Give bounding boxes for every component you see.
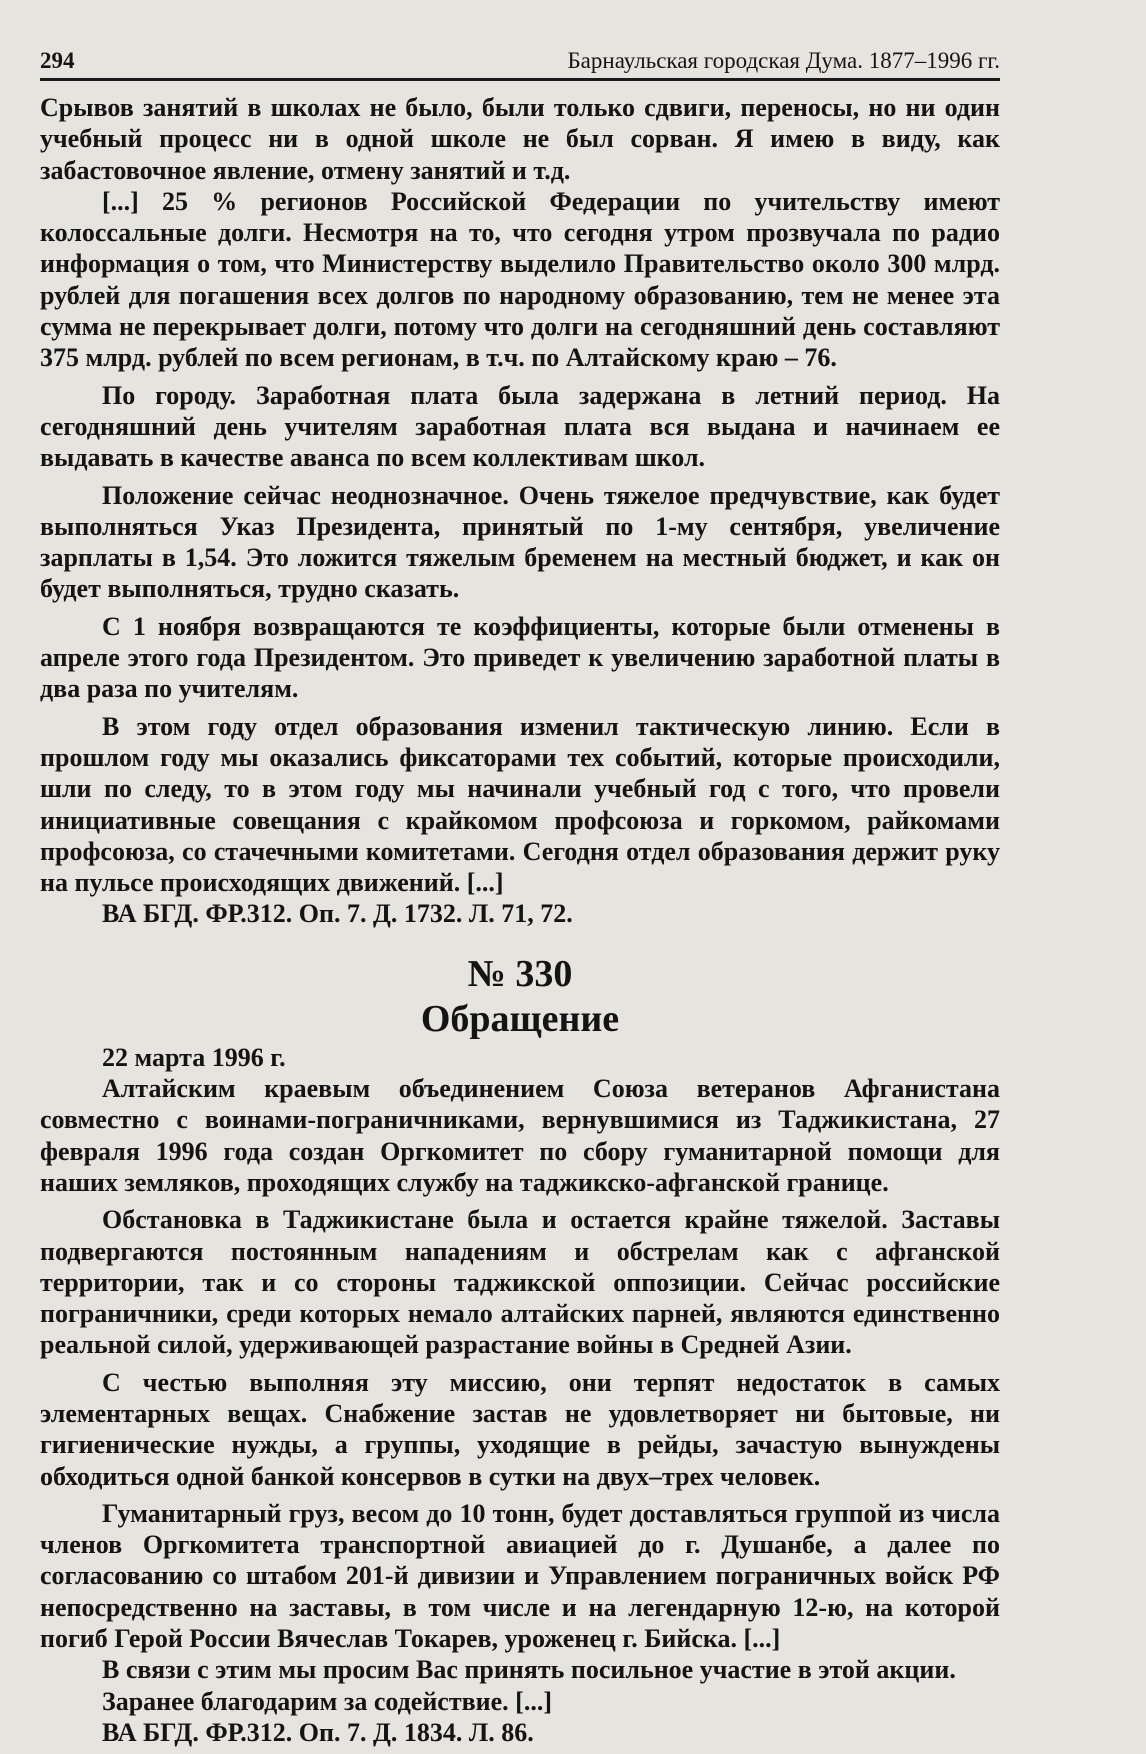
header-rule <box>40 78 1000 81</box>
document-date: 22 марта 1996 г. <box>102 1042 286 1072</box>
running-title: Барнаульская городская Дума. 1877–1996 гг. <box>567 48 1000 73</box>
archive-reference: ВА БГД. ФР.312. Оп. 7. Д. 1834. Л. 86. <box>102 1717 534 1747</box>
paragraph: Заранее благодарим за содействие. [...] <box>102 1686 552 1716</box>
paragraph: С честью выполняя эту миссию, они терпят недостаток в самых элементарных вещах. Снабжение застав не удовлетворяет ни бытовые, ни гигиенические нужды, а группы, уходящие в рейды, зачастую вынуждены обходиться одной банкой консервов в сутки на двух–трех человек. <box>40 1367 1000 1491</box>
page-header <box>40 48 1000 76</box>
archive-reference: ВА БГД. ФР.312. Оп. 7. Д. 1732. Л. 71, 72. <box>102 899 573 929</box>
paragraph: Срывов занятий в школах не было, были только сдвиги, переносы, но ни один учебный процесс ни в одной школе не был сорван. Я имею в виду, как забастовочное явление, отмену занятий и т.д. <box>40 93 1000 185</box>
paragraph: По городу. Заработная плата была задержана в летний период. На сегодняшний день учителям заработная плата вся выдана и начинаем ее выдавать в качестве аванса по всем коллективам школ. <box>40 380 1000 473</box>
document-number: № 330 <box>467 952 573 995</box>
page-number: 294 <box>40 48 75 73</box>
document-title: Обращение <box>420 997 620 1040</box>
paragraph: Алтайским краевым объединением Союза ветеранов Афганистана совместно с воинами-пограничниками, вернувшимися из Таджикистана, 27 февраля 1996 года создан Оргкомитет по сбору гуманитарной помощи для наших земляков, проходящих службу на таджикско-афганской границе. <box>40 1074 1000 1197</box>
paragraph: [...] 25 % регионов Российской Федерации по учительству имеют колоссальные долги. Несмотря на то, что сегодня утром прозвучала по радио информация о том, что Министерству выделило Правительство около 300 млрд. рублей для погашения всех долгов по народному образованию, тем не менее эта сумма не перекрывает долги, потому что долги на сегодняшний день составляют 375 млрд. рублей по всем регионам, в т.ч. по Алтайскому краю – 76. <box>40 186 1000 373</box>
paragraph: В этом году отдел образования изменил тактическую линию. Если в прошлом году мы оказались фиксаторами тех событий, которые происходили, шли по следу, то в этом году мы начинали учебный год с того, что провели инициативные совещания с крайкомом профсоюза и горкомом, райкомами профсоюза, со стачечными комитетами. Сегодня отдел образования держит руку на пульсе происходящих движений. [...] <box>40 711 1000 898</box>
paragraph: Положение сейчас неоднозначное. Очень тяжелое предчувствие, как будет выполняться Указ Президента, принятый по 1-му сентября, увеличение зарплаты в 1,54. Это ложится тяжелым бременем на местный бюджет, и как он будет выполняться, трудно сказать. <box>40 480 1000 604</box>
paragraph: Гуманитарный груз, весом до 10 тонн, будет доставляться группой из числа членов Оргкомитета транспортной авиацией до г. Душанбе, а далее по согласованию со штабом 201-й дивизии и Управлением пограничных войск РФ непосредственно на заставы, в том числе и на легендарную 12-ю, на которой погиб Герой России Вячеслав Токарев, уроженец г. Бийска. [...] <box>40 1498 1000 1654</box>
paragraph: Обстановка в Таджикистане была и остается крайне тяжелой. Заставы подвергаются постоянным нападениям и обстрелам как с афганской территории, так и со стороны таджикской оппозиции. Сейчас российские пограничники, среди которых немало алтайских парней, являются единственно реальной силой, удерживающей разрастание войны в Средней Азии. <box>40 1205 1000 1360</box>
page-content <box>40 92 1000 1748</box>
paragraph: В связи с этим мы просим Вас принять посильное участие в этой акции. <box>102 1655 956 1685</box>
paragraph: С 1 ноября возвращаются те коэффициенты, которые были отменены в апреле этого года Президентом. Это приведет к увеличению заработной платы в два раза по учителям. <box>40 611 1000 704</box>
